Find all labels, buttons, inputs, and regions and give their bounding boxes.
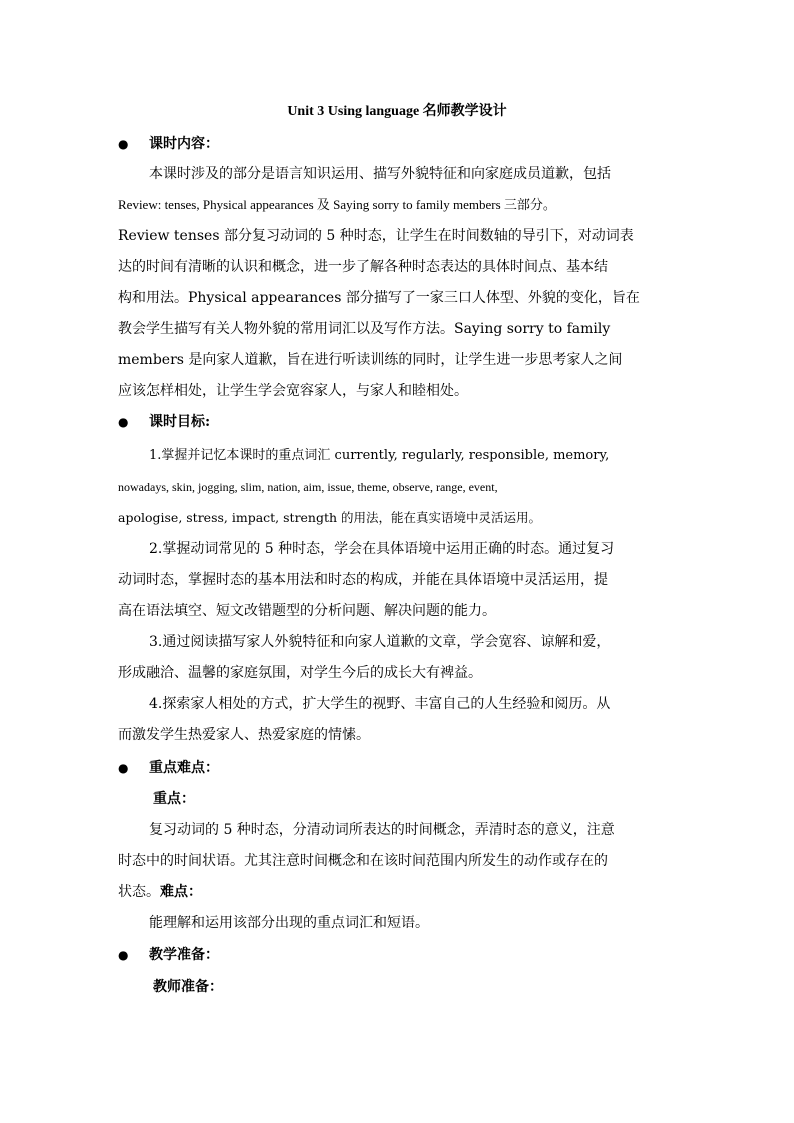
goal-2-line: 高在语法填空、短文改错题型的分析问题、解决问题的能力。 [118, 603, 496, 619]
goal-4-line: 4.探索家人相处的方式，扩大学生的视野、丰富自己的人生经验和阅历。从 [149, 696, 611, 712]
goal-4-line: 而激发学生热爱家人、热爱家庭的情愫。 [118, 727, 370, 743]
paragraph-line: 教会学生描写有关人物外貌的常用词汇以及写作方法。Saying sorry to family [118, 321, 611, 337]
paragraph-line: members 是向家人道歉，旨在进行听读训练的同时，让学生进一步思考家人之间 [118, 352, 623, 368]
goal-1-line: nowadays, skin, jogging, slim, nation, aim, issue, theme, observe, range, event, [118, 480, 498, 494]
section-heading-text: 课时内容： [149, 136, 219, 152]
paragraph-line: 达的时间有清晰的认识和概念，进一步了解各种时态表达的具体时间点、基本结 [118, 259, 608, 275]
paragraph-line: 应该怎样相处，让学生学会宽容家人，与家人和睦相处。 [118, 383, 468, 399]
goal-2-line: 2.掌握动词常见的 5 种时态，学会在具体语境中运用正确的时态。通过复习 [149, 541, 615, 557]
section-heading-key-points [118, 757, 219, 779]
teacher-preparation-label: 教师准备： [153, 979, 223, 995]
section-heading-text: 课时目标: [149, 414, 211, 430]
section-heading-goals [118, 411, 210, 433]
document-title: Unit 3 Using language 名师教学设计 [287, 104, 507, 119]
bullet-icon: ● [118, 137, 129, 151]
bullet-icon: ● [118, 415, 129, 429]
key-point-tail-line [118, 881, 674, 903]
key-point-line: 复习动词的 5 种时态，分清动词所表达的时间概念，弄清时态的意义，注意 [149, 822, 615, 838]
section-heading-preparation [118, 944, 219, 966]
difficult-point-label: 难点： [160, 884, 202, 900]
paragraph-line: 本课时涉及的部分是语言知识运用、描写外貌特征和向家庭成员道歉，包括 [149, 166, 611, 182]
key-point-label: 重点： [153, 791, 195, 807]
paragraph-line: Review tenses 部分复习动词的 5 种时态，让学生在时间数轴的导引下，对动词表 [118, 228, 634, 244]
bullet-icon: ● [118, 761, 129, 775]
key-point-tail: 状态。 [118, 884, 160, 900]
goal-1-line: apologise, stress, impact, strength 的用法，能在真实语境中灵活运用。 [118, 510, 542, 525]
goal-2-line: 动词时态，掌握时态的基本用法和时态的构成，并能在具体语境中灵活运用，提 [118, 572, 608, 588]
goal-3-line: 3.通过阅读描写家人外貌特征和向家人道歉的文章，学会宽容、谅解和爱， [149, 634, 611, 650]
section-heading-content [118, 133, 219, 155]
paragraph-line: 构和用法。Physical appearances 部分描写了一家三口人体型、外貌的变化，旨在 [118, 290, 640, 306]
paragraph-line: Review: tenses, Physical appearances 及 Saying sorry to family members 三部分。 [118, 197, 556, 212]
difficult-point-text: 能理解和运用该部分出现的重点词汇和短语。 [149, 915, 429, 931]
goal-1-line: 1.掌握并记忆本课时的重点词汇 currently, regularly, responsible, memory, [149, 448, 610, 463]
section-heading-text: 教学准备： [149, 947, 219, 963]
section-heading-text: 重点难点： [149, 760, 219, 776]
key-point-line: 时态中的时间状语。尤其注意时间概念和在该时间范围内所发生的动作或存在的 [118, 853, 608, 869]
goal-3-line: 形成融洽、温馨的家庭氛围，对学生今后的成长大有裨益。 [118, 665, 482, 681]
bullet-icon: ● [118, 948, 129, 962]
